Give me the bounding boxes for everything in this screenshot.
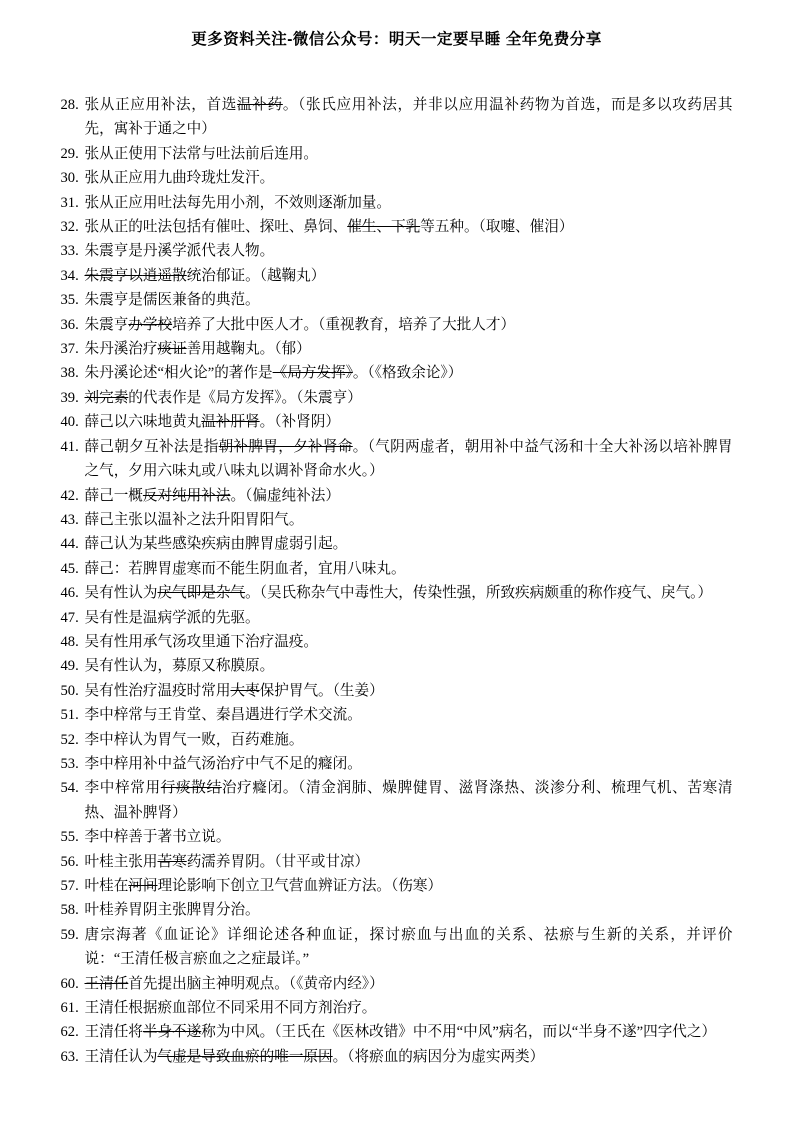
item-text: 吴有性用承气汤攻里通下治疗温疫。 (84, 633, 319, 650)
item-text: 薛己以六味地黄丸 (84, 414, 202, 431)
item-number: 61. (60, 1000, 79, 1017)
document-item (61, 996, 733, 1020)
document-item (61, 874, 733, 898)
document-item (61, 1020, 733, 1044)
item-number: 59. (60, 926, 79, 943)
document-item (61, 93, 733, 142)
item-number: 52. (60, 731, 79, 748)
item-text: 朱震亨 (84, 316, 129, 333)
item-text: 。（《格致余论》） (352, 365, 463, 382)
item-text: 善用越鞠丸。（郁） (186, 341, 311, 358)
struck-text: 温补肝肾 (201, 414, 260, 431)
document-item (61, 606, 733, 630)
struck-text: 半身不遂 (142, 1024, 202, 1041)
document-item (61, 679, 733, 703)
item-text: 称为中风。（王氏在《医林改错》中不用“中风”病名，而以“半身不遂”四字代之） (201, 1024, 717, 1041)
document-item (61, 215, 733, 239)
item-number: 47. (60, 609, 79, 626)
item-text: 。（补肾阴） (259, 414, 340, 431)
item-text: 叶桂养胃阴主张脾胃分治。 (84, 902, 260, 919)
document-item (61, 703, 733, 727)
item-text: 薛己一概 (84, 487, 143, 504)
item-number: 60. (60, 975, 79, 992)
document-item (61, 264, 733, 288)
item-text: 朱震亨是丹溪学派代表人物。 (84, 243, 275, 260)
document-item (61, 850, 733, 874)
struck-text: 催生、下乳 (347, 219, 421, 236)
item-text: 王清任根据瘀血部位不同采用不同方剂治疗。 (84, 1000, 377, 1017)
item-number: 37. (60, 341, 79, 358)
item-number: 55. (60, 829, 79, 846)
item-text: 吴有性治疗温疫时常用 (84, 682, 231, 699)
item-text: 唐宗海著《血证论》详细论述各种血证，探讨瘀血与出血的关系、祛瘀与生新的关系，并评价说：“王清任极言瘀血之之症最详。” (84, 926, 733, 968)
item-text: 。（张氏应用补法，并非以应用温补药物为首选，而是多以攻药居其先，寓补于通之中） (84, 97, 733, 138)
struck-text: 行痰散结 (160, 780, 222, 797)
item-number: 49. (60, 658, 79, 675)
struck-text: 大枣 (230, 682, 260, 699)
item-number: 39. (60, 389, 79, 406)
document-item (61, 191, 733, 215)
item-number: 44. (60, 536, 79, 553)
document-item (61, 142, 733, 166)
item-text: 薛己：若脾胃虚寒而不能生阴血者，宜用八味丸。 (84, 560, 406, 577)
document-item (61, 166, 733, 190)
document-item (61, 654, 733, 678)
struck-text: 温补药 (237, 97, 283, 113)
item-text: 薛己认为某些感染疾病由脾胃虚弱引起。 (84, 536, 348, 553)
item-number: 53. (60, 755, 79, 772)
document-item (61, 532, 733, 556)
item-text: 朱丹溪治疗 (84, 341, 158, 358)
item-number: 32. (60, 219, 79, 236)
document-item (61, 923, 733, 972)
item-text: 吴有性是温病学派的先驱。 (84, 609, 260, 626)
item-number: 35. (60, 292, 79, 309)
item-number: 46. (60, 585, 79, 602)
item-number: 48. (60, 633, 79, 650)
item-text: 张从正应用补法，首选 (84, 97, 238, 113)
item-text: 朱丹溪论述“相火论”的著作是 (84, 365, 273, 382)
struck-text: 王清任 (84, 975, 129, 992)
item-text: 张从正应用九曲玲珑灶发汗。 (84, 170, 275, 187)
struck-text: 朱震亨以 (84, 267, 143, 284)
struck-text: 痰证 (157, 341, 187, 358)
document-item (61, 386, 733, 410)
document-item (61, 484, 733, 508)
document-item (61, 239, 733, 263)
item-text: 。（将瘀血的病因分为虚实两类） (332, 1048, 545, 1065)
struck-text: 河间 (128, 878, 158, 894)
item-text: 李中梓善于著书立说。 (84, 829, 231, 846)
item-number: 51. (60, 707, 79, 724)
struck-text: 《局方发挥》 (272, 365, 353, 382)
document-body (61, 49, 733, 1069)
item-text: 叶桂在 (84, 878, 129, 894)
struck-text: 苦寒 (157, 853, 187, 870)
item-number: 45. (60, 560, 79, 577)
struck-text: 朝补脾胃，夕补肾命 (218, 438, 353, 455)
item-number: 36. (60, 316, 79, 333)
struck-text: 气虚是导致血瘀的唯一原因 (157, 1048, 333, 1065)
item-number: 57. (60, 878, 79, 894)
page-header: 更多资料关注-微信公众号：明天一定要早睡 全年免费分享 (191, 31, 602, 48)
struck-text: 逍遥散 (142, 267, 187, 284)
item-text: 。（偏虚纯补法） (230, 487, 340, 504)
item-text: 。（气阴两虚者，朝用补中益气汤和十全大补汤以培补脾胃之气，夕用六味丸或八味丸以调补肾命水火。） (84, 438, 733, 480)
document-item (61, 508, 733, 532)
item-text: 李中梓常用 (84, 780, 161, 797)
item-number: 33. (60, 243, 79, 260)
item-text: 保护胃气。（生姜） (259, 682, 384, 699)
item-number: 34. (60, 267, 79, 284)
item-number: 42. (60, 487, 79, 504)
document-item (61, 410, 733, 434)
document-item (61, 728, 733, 752)
item-text: 朱震亨是儒医兼备的典范。 (84, 292, 260, 309)
item-text: 培养了大批中医人才。（重视教育，培养了大批人才） (172, 316, 516, 333)
item-number: 58. (60, 902, 79, 919)
document-item (61, 361, 733, 385)
item-text: 等五种。（取嚏、催泪） (420, 219, 574, 236)
struck-text: 办学校 (128, 316, 173, 333)
item-text: 李中梓用补中益气汤治疗中气不足的癃闭。 (84, 755, 362, 772)
struck-text: 戾气即是杂气 (157, 585, 246, 602)
item-text: 首先提出脑主神明观点。（《黄帝内经》） (128, 975, 384, 992)
item-number: 28. (60, 97, 79, 113)
document-item (61, 313, 733, 337)
item-number: 38. (60, 365, 79, 382)
item-text: 李中梓认为胃气一败，百药难施。 (84, 731, 304, 748)
document-item (61, 972, 733, 996)
item-text: 薛己主张以温补之法升阳胃阳气。 (84, 511, 304, 528)
item-number: 40. (60, 414, 79, 431)
item-text: 王清任认为 (84, 1048, 158, 1065)
document-item (61, 752, 733, 776)
item-text: 统治郁证。（越鞠丸） (186, 267, 326, 284)
item-text: 叶桂主张用 (84, 853, 158, 870)
item-text: 药濡养胃阴。（甘平或甘凉） (186, 853, 370, 870)
document-item (61, 898, 733, 922)
item-text: 。（吴氏称杂气中毒性大，传染性强，所致疾病颇重的称作疫气、戾气。） (245, 585, 713, 602)
item-text: 吴有性认为，募原又称膜原。 (84, 658, 275, 675)
item-text: 张从正使用下法常与吐法前后连用。 (84, 145, 319, 162)
document-item (61, 1045, 733, 1069)
item-number: 41. (60, 438, 79, 455)
item-text: 李中梓常与王肯堂、秦昌遇进行学术交流。 (84, 707, 362, 724)
item-number: 56. (60, 853, 79, 870)
item-number: 30. (60, 170, 79, 187)
item-number: 54. (60, 780, 79, 797)
item-text: 薛己朝夕互补法是指 (84, 438, 219, 455)
struck-text: 刘完素 (84, 389, 129, 406)
item-text: 王清任将 (84, 1024, 143, 1041)
item-text: 的代表作是《局方发挥》。（朱震亨） (128, 389, 362, 406)
struck-text: 反对纯用补法 (142, 487, 231, 504)
document-item (61, 337, 733, 361)
item-number: 50. (60, 682, 79, 699)
item-number: 29. (60, 145, 79, 162)
document-item (61, 581, 733, 605)
item-text: 理论影响下创立卫气营血辨证方法。（伤寒） (157, 878, 443, 894)
item-number: 31. (60, 194, 79, 211)
item-text: 张从正应用吐法每先用小剂，不效则逐渐加量。 (84, 194, 391, 211)
document-item (61, 825, 733, 849)
document-item (61, 630, 733, 654)
item-text: 治疗癃闭。（清金润肺、燥脾健胃、滋肾涤热、淡渗分利、梳理气机、苦寒清热、温补脾肾） (84, 780, 733, 821)
document-item (61, 776, 733, 825)
item-text: 张从正的吐法包括有催吐、探吐、鼻饲、 (84, 219, 348, 236)
item-number: 43. (60, 511, 79, 528)
item-number: 62. (60, 1024, 79, 1041)
document-item (61, 435, 733, 484)
item-text: 吴有性认为 (84, 585, 158, 602)
document-item (61, 557, 733, 581)
item-number: 63. (60, 1048, 79, 1065)
document-item (61, 288, 733, 312)
